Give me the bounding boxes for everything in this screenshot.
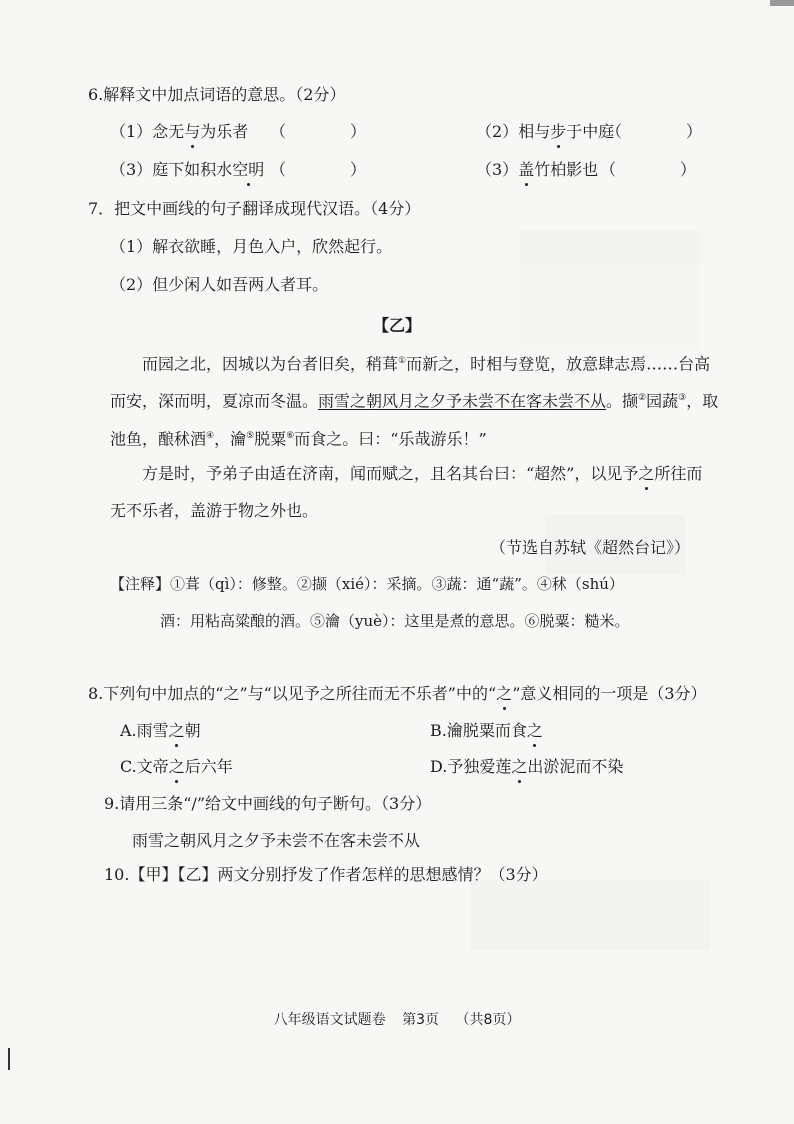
passage-line-5: 无不乐者，盖游于物之外也。 [110, 501, 319, 520]
passage-line-4 [142, 463, 702, 485]
q7-title: 7．把文中画线的句子翻译成现代汉语。（4分） [88, 199, 421, 218]
q6-item-text: 念无 [152, 122, 185, 141]
scan-edge-mark [8, 1048, 10, 1070]
q6-title: 6.解释文中加点词语的意思。（2分） [88, 85, 346, 104]
passage-text: 方是时，予弟子由适在济南，闻而赋之，且名其台曰：“超然”，以见予 [142, 464, 639, 483]
passage-text: 而安，深而明，夏凉而冬温。 [110, 391, 319, 411]
q7-sentence-1: （1）解衣欲睡，月色入户，欣然起行。 [110, 237, 393, 256]
option-label: C. [120, 757, 137, 776]
option-text: 予独爱莲 [447, 757, 512, 776]
q6-item-text: 为乐者 [200, 122, 249, 141]
option-text: 朝 [184, 721, 201, 740]
q10-title: 10.【甲】【乙】两文分别抒发了作者怎样的思想感情？（3分） [104, 865, 548, 884]
footer-page-number: 第3页 [402, 1012, 439, 1028]
footnote-marker: ② [638, 393, 647, 403]
passage-line-3 [110, 425, 487, 450]
passage-text: 园蔬 [646, 391, 679, 411]
q6-item-1 [110, 121, 248, 143]
q6-item-2 [476, 121, 614, 143]
page-footer [0, 1009, 794, 1029]
dotted-word: 之 [168, 757, 185, 776]
dotted-word: 与 [184, 122, 201, 141]
q6-item-3-blank[interactable]: （ ） [270, 160, 367, 179]
dotted-word: 盖 [518, 160, 535, 179]
q8-option-a[interactable] [120, 720, 201, 742]
q6-item-number: （1） [110, 122, 153, 141]
q6-item-text: 竹柏影也 [534, 160, 599, 179]
q7-sentence-2: （2）但少闲人如吾两人者耳。 [110, 275, 329, 294]
passage-text: ，瀹 [214, 429, 247, 449]
footnote-marker: ⑥ [286, 431, 295, 441]
dotted-word: 之 [496, 684, 513, 703]
q8-option-d[interactable] [430, 756, 623, 778]
footnote-marker: ① [398, 356, 407, 366]
dotted-word: 之 [511, 757, 528, 776]
passage-text: 脱粟 [254, 429, 287, 449]
footer-total-pages: （共8页） [455, 1012, 521, 1028]
passage-text: ，取 [686, 391, 719, 411]
passage-text: 而食之。曰：“乐哉游乐！” [294, 429, 487, 449]
notes-line-1: 【注释】①葺（qì）：修整。②撷（xié）：采摘。③蔬：通“蔬”。④秫（shú） [110, 575, 624, 593]
q6-item-text: 相与 [518, 122, 551, 141]
q6-item-4 [476, 159, 598, 181]
passage-source: （节选自苏轼《超然台记》） [490, 538, 691, 557]
q6-item-4-blank[interactable]: （ ） [600, 160, 697, 179]
passage-text: 而园之北，因城以为台者旧矣，稍葺 [142, 354, 399, 374]
option-text: 出淤泥而不染 [527, 757, 624, 776]
q8-title-text: 8.下列句中加点的“之”与“以见予之所往而无不乐者”中的“ [88, 684, 497, 703]
q6-item-text: 庭下如积水 [152, 160, 233, 179]
option-text: 后六年 [184, 757, 233, 776]
q8-title [88, 683, 707, 705]
scan-corner-mark [770, 0, 794, 6]
q6-item-1-blank[interactable]: （ ） [270, 122, 367, 141]
passage-line-2 [110, 387, 718, 412]
option-text: 瀹脱粟而食 [446, 721, 527, 740]
passage-text: 所往而 [654, 464, 703, 483]
q8-title-text: ”意义相同的一项是（3分） [512, 684, 707, 703]
q8-option-b[interactable] [430, 720, 543, 742]
dotted-word: 之 [526, 721, 543, 740]
q6-item-3 [110, 159, 264, 181]
dotted-word: 空明 [232, 160, 265, 179]
option-label: B. [430, 721, 447, 740]
q9-title: 9.请用三条“/”给文中画线的句子断句。（3分） [104, 794, 432, 813]
passage-text: 而新之，时相与登览，放意肆志焉……台高 [406, 354, 711, 374]
q6-item-number: （3） [110, 160, 153, 179]
underlined-sentence: 雨雪之朝风月之夕予未尝不在客未尝不从 [318, 391, 607, 411]
notes-line-2: 酒：用粘高粱酿的酒。⑤瀹（yuè）：这里是煮的意思。⑥脱粟：糙米。 [160, 612, 630, 630]
dotted-word: 之 [168, 721, 185, 740]
q9-sentence: 雨雪之朝风月之夕予未尝不在客未尝不从 [132, 831, 421, 850]
footer-exam-name: 八年级语文试题卷 [273, 1012, 386, 1028]
dotted-word: 之 [638, 464, 655, 483]
option-label: D. [430, 757, 448, 776]
passage-line-1 [142, 350, 710, 375]
q6-item-text: 于中庭 [566, 122, 615, 141]
q6-item-2-blank[interactable]: （ ） [606, 122, 703, 141]
passage-text: 。撷 [606, 391, 639, 411]
passage-text: 池鱼，酿秫酒 [110, 429, 207, 449]
option-text: 雨雪 [136, 721, 169, 740]
q6-item-number: （2） [476, 122, 519, 141]
footnote-marker: ④ [206, 431, 215, 441]
q6-item-number: （3） [476, 160, 519, 179]
option-label: A. [120, 721, 137, 740]
dotted-word: 步 [550, 122, 567, 141]
q8-option-c[interactable] [120, 756, 233, 778]
option-text: 文帝 [136, 757, 169, 776]
footnote-marker: ③ [678, 393, 687, 403]
passage-heading: 【乙】 [372, 316, 421, 335]
footnote-marker: ⑤ [246, 431, 255, 441]
bleed-through-decoration [470, 880, 710, 950]
